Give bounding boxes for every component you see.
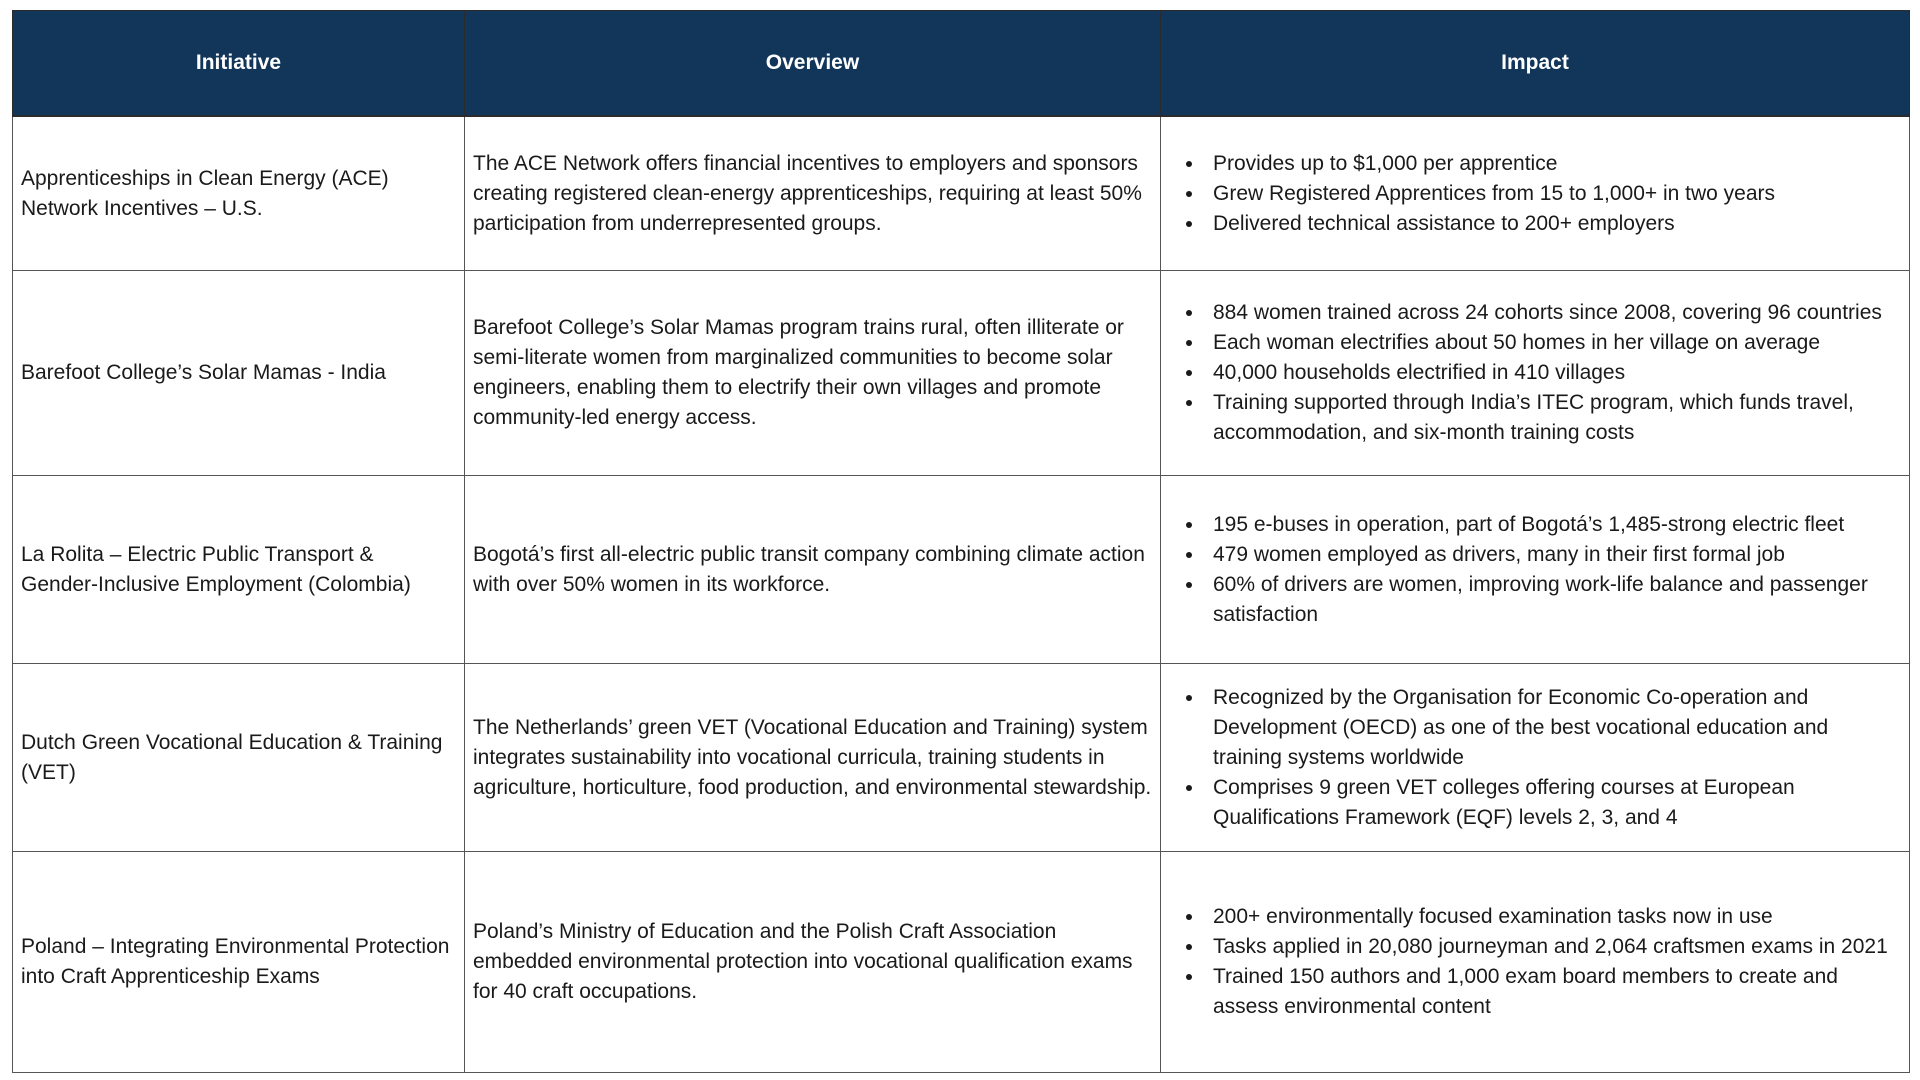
initiative-cell: Dutch Green Vocational Education & Training (VET) <box>13 664 465 852</box>
initiative-cell: Apprenticeships in Clean Energy (ACE) Network Incentives – U.S. <box>13 116 465 271</box>
impact-item: • 60% of drivers are women, improving work-life balance and passenger satisfaction <box>1205 570 1901 630</box>
impact-cell <box>1161 271 1910 476</box>
table-header-row <box>13 11 1910 117</box>
impact-item: • 40,000 households electrified in 410 villages <box>1205 358 1901 388</box>
overview-cell: The Netherlands’ green VET (Vocational Education and Training) system integrates sustainability into vocational curricula, training students in agriculture, horticulture, food production, and environmental stewardship. <box>465 664 1161 852</box>
impact-item: • Tasks applied in 20,080 journeyman and 2,064 craftsmen exams in 2021 <box>1205 932 1901 962</box>
impact-cell <box>1161 476 1910 664</box>
impact-item: • Trained 150 authors and 1,000 exam board members to create and assess environmental content <box>1205 962 1901 1022</box>
impact-item: • 884 women trained across 24 cohorts since 2008, covering 96 countries <box>1205 298 1901 328</box>
impact-list <box>1169 902 1901 1022</box>
initiatives-table-container <box>12 10 1909 1073</box>
impact-cell <box>1161 116 1910 271</box>
initiative-cell: La Rolita – Electric Public Transport & Gender-Inclusive Employment (Colombia) <box>13 476 465 664</box>
impact-item: • Comprises 9 green VET colleges offering courses at European Qualifications Framework (EQF) levels 2, 3, and 4 <box>1205 773 1901 833</box>
impact-item: • 195 e-buses in operation, part of Bogotá’s 1,485-strong electric fleet <box>1205 510 1901 540</box>
impact-cell <box>1161 852 1910 1073</box>
initiatives-table <box>12 10 1910 1073</box>
table-row <box>13 271 1910 476</box>
impact-item: • Delivered technical assistance to 200+ employers <box>1205 209 1901 239</box>
impact-item: • Recognized by the Organisation for Economic Co-operation and Development (OECD) as one of the best vocational education and training systems worldwide <box>1205 683 1901 773</box>
overview-cell: Barefoot College’s Solar Mamas program trains rural, often illiterate or semi-literate women from marginalized communities to become solar engineers, enabling them to electrify their own villages and promote community-led energy access. <box>465 271 1161 476</box>
impact-list <box>1169 510 1901 630</box>
impact-cell <box>1161 664 1910 852</box>
impact-item: • 479 women employed as drivers, many in their first formal job <box>1205 540 1901 570</box>
header-impact: Impact <box>1161 11 1910 117</box>
table-row <box>13 476 1910 664</box>
header-initiative: Initiative <box>13 11 465 117</box>
overview-cell: Poland’s Ministry of Education and the Polish Craft Association embedded environmental protection into vocational qualification exams for 40 craft occupations. <box>465 852 1161 1073</box>
impact-list <box>1169 298 1901 448</box>
table-row <box>13 852 1910 1073</box>
impact-item: • Grew Registered Apprentices from 15 to 1,000+ in two years <box>1205 179 1901 209</box>
overview-cell: Bogotá’s first all-electric public transit company combining climate action with over 50% women in its workforce. <box>465 476 1161 664</box>
overview-cell: The ACE Network offers financial incentives to employers and sponsors creating registered clean-energy apprenticeships, requiring at least 50% participation from underrepresented groups. <box>465 116 1161 271</box>
impact-item: • Each woman electrifies about 50 homes in her village on average <box>1205 328 1901 358</box>
initiative-cell: Barefoot College’s Solar Mamas - India <box>13 271 465 476</box>
initiative-cell: Poland – Integrating Environmental Protection into Craft Apprenticeship Exams <box>13 852 465 1073</box>
impact-list <box>1169 683 1901 833</box>
impact-item: • Provides up to $1,000 per apprentice <box>1205 149 1901 179</box>
table-row <box>13 116 1910 271</box>
impact-item: • 200+ environmentally focused examination tasks now in use <box>1205 902 1901 932</box>
table-row <box>13 664 1910 852</box>
header-overview: Overview <box>465 11 1161 117</box>
impact-list <box>1169 149 1901 239</box>
impact-item: • Training supported through India’s ITEC program, which funds travel, accommodation, and six-month training costs <box>1205 388 1901 448</box>
